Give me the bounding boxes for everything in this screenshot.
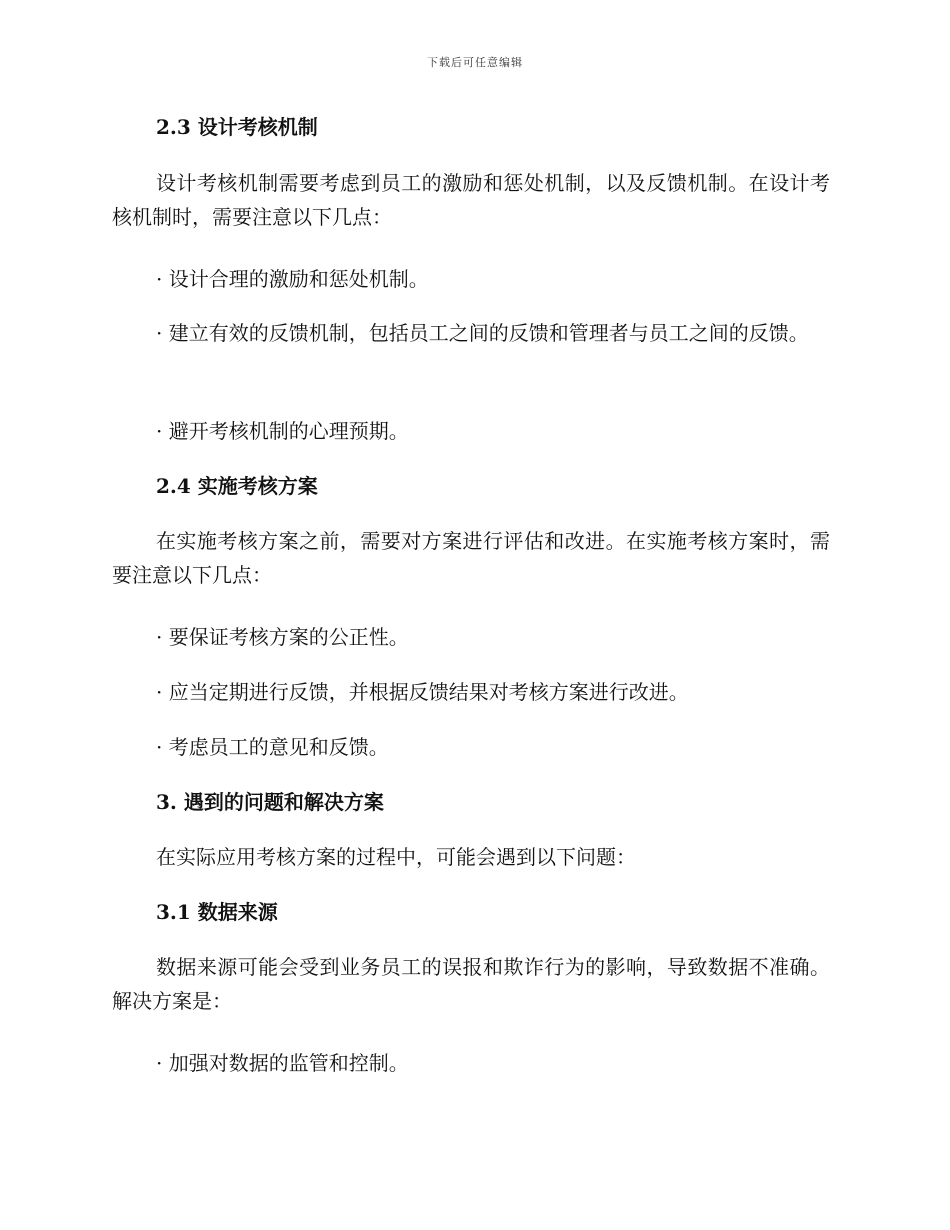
section-2-4-intro: 在实施考核方案之前，需要对方案进行评估和改进。在实施考核方案时，需要注意以下几点： <box>112 529 830 587</box>
section-3-intro: 在实际应用考核方案的过程中，可能会遇到以下问题： <box>156 845 636 869</box>
page-header-note: 下载后可任意编辑 <box>427 56 523 69</box>
bullet-item: · 建立有效的反馈机制，包括员工之间的反馈和管理者与员工之间的反馈。 <box>156 321 809 345</box>
section-3-1-intro: 数据来源可能会受到业务员工的误报和欺诈行为的影响，导致数据不准确。解决方案是： <box>112 955 830 1013</box>
bullet-item: · 加强对数据的监管和控制。 <box>156 1051 409 1075</box>
bullet-item: · 设计合理的激励和惩处机制。 <box>156 267 429 291</box>
section-2-3-intro: 设计考核机制需要考虑到员工的激励和惩处机制，以及反馈机制。在设计考核机制时，需要注意以下几点： <box>112 171 830 229</box>
bullet-item: · 要保证考核方案的公正性。 <box>156 625 409 649</box>
section-heading-3-1: 3.1 数据来源 <box>156 900 278 924</box>
section-heading-2-3: 2.3 设计考核机制 <box>156 115 318 139</box>
section-heading-2-4: 2.4 实施考核方案 <box>156 474 318 498</box>
bullet-item: · 避开考核机制的心理预期。 <box>156 419 409 443</box>
bullet-item: · 应当定期进行反馈，并根据反馈结果对考核方案进行改进。 <box>156 680 689 704</box>
section-heading-3: 3. 遇到的问题和解决方案 <box>156 790 384 814</box>
bullet-item: · 考虑员工的意见和反馈。 <box>156 735 389 759</box>
